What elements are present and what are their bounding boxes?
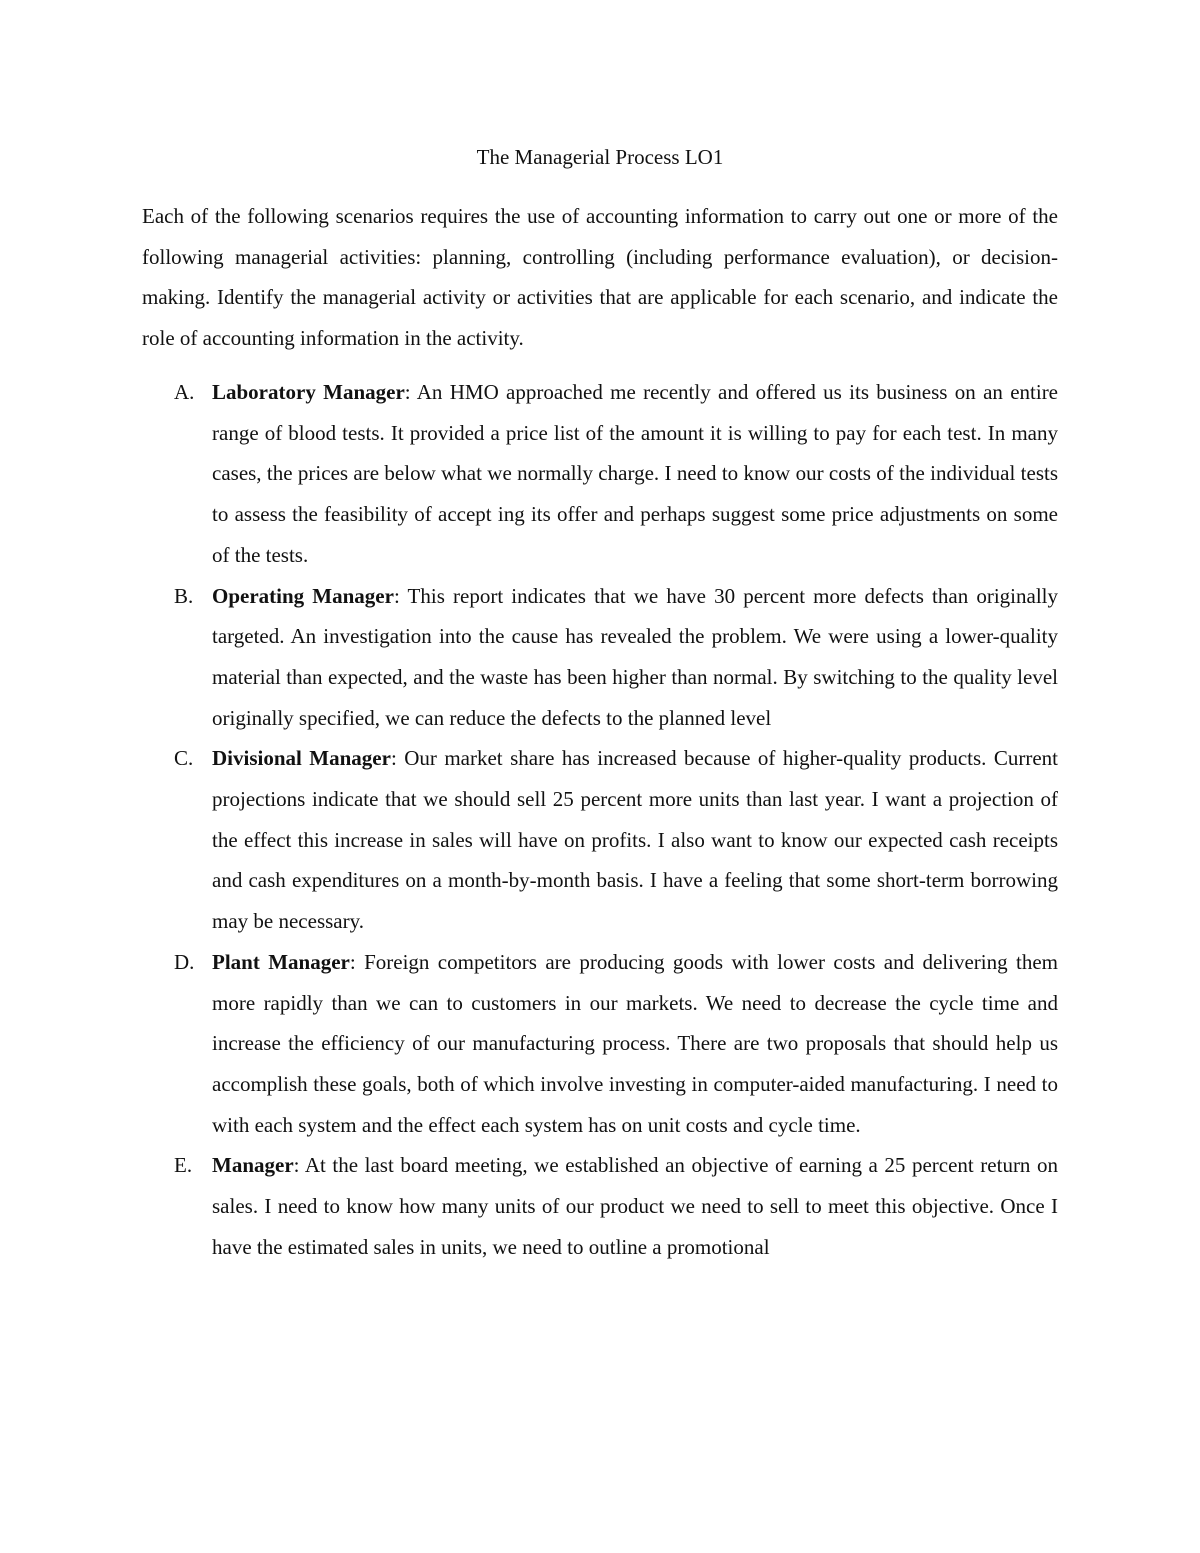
scenario-letter: E. (174, 1153, 193, 1178)
scenario-letter: D. (174, 949, 195, 974)
scenario-item-a (142, 372, 1058, 576)
intro-paragraph: Each of the following scenarios requires the use of accounting information to carry out one or more of the following managerial activities: planning, controlling (including performance evaluation), or decision-making. Identify the managerial activity or activities that are applicable for each scenario, and indicate the role of accounting information in the activity. (142, 204, 1058, 351)
scenario-role: Divisional Manager (212, 746, 391, 771)
scenario-role: Operating Manager (212, 583, 394, 608)
scenario-text: : This report indicates that we have 30 percent more defects than originally targeted. An investigation into the cause has revealed the problem. We were using a lower-quality material than expected, and the waste has been higher than normal. By switching to the quality level originally specified, we can reduce the defects to the planned level (212, 583, 1058, 730)
scenario-text: : Foreign competitors are producing goods with lower costs and delivering them more rapidly than we can to customers in our markets. We need to decrease the cycle time and increase the efficiency of our manufacturing process. There are two proposals that should help us accomplish these goals, both of which involve investing in computer-aided manufacturing. I need to with each system and the effect each system has on unit costs and cycle time. (212, 949, 1058, 1137)
scenario-role: Plant Manager (212, 949, 350, 974)
scenario-role: Manager (212, 1153, 294, 1178)
scenario-item-e (142, 1145, 1058, 1267)
scenario-text: : An HMO approached me recently and offered us its business on an entire range of blood tests. It provided a price list of the amount it is willing to pay for each test. In many cases, the prices are below what we normally charge. I need to know our costs of the individual tests to assess the feasibility of accept ing its offer and perhaps suggest some price adjustments on some of the tests. (212, 380, 1059, 567)
page-title: The Managerial Process LO1 (476, 145, 724, 169)
scenario-item-b (142, 576, 1058, 739)
scenario-list (142, 372, 1058, 1267)
scenario-role: Laboratory Manager (212, 380, 405, 404)
scenario-letter: B. (174, 583, 194, 608)
scenario-item-c (142, 738, 1058, 942)
scenario-text: : Our market share has increased because of higher-quality products. Current projections indicate that we should sell 25 percent more units than last year. I want a projection of the effect this increase in sales will have on profits. I also want to know our expected cash receipts and cash expenditures on a month-by-month basis. I have a feeling that some short-term borrowing may be necessary. (212, 746, 1059, 934)
scenario-text: : At the last board meeting, we established an objective of earning a 25 percent return on sales. I need to know how many units of our product we need to sell to meet this objective. Once I have the estimated sales in units, we need to outline a promotional (212, 1153, 1058, 1259)
scenario-item-d (142, 942, 1058, 1146)
scenario-letter: A. (174, 380, 195, 404)
scenario-letter: C. (174, 746, 194, 771)
